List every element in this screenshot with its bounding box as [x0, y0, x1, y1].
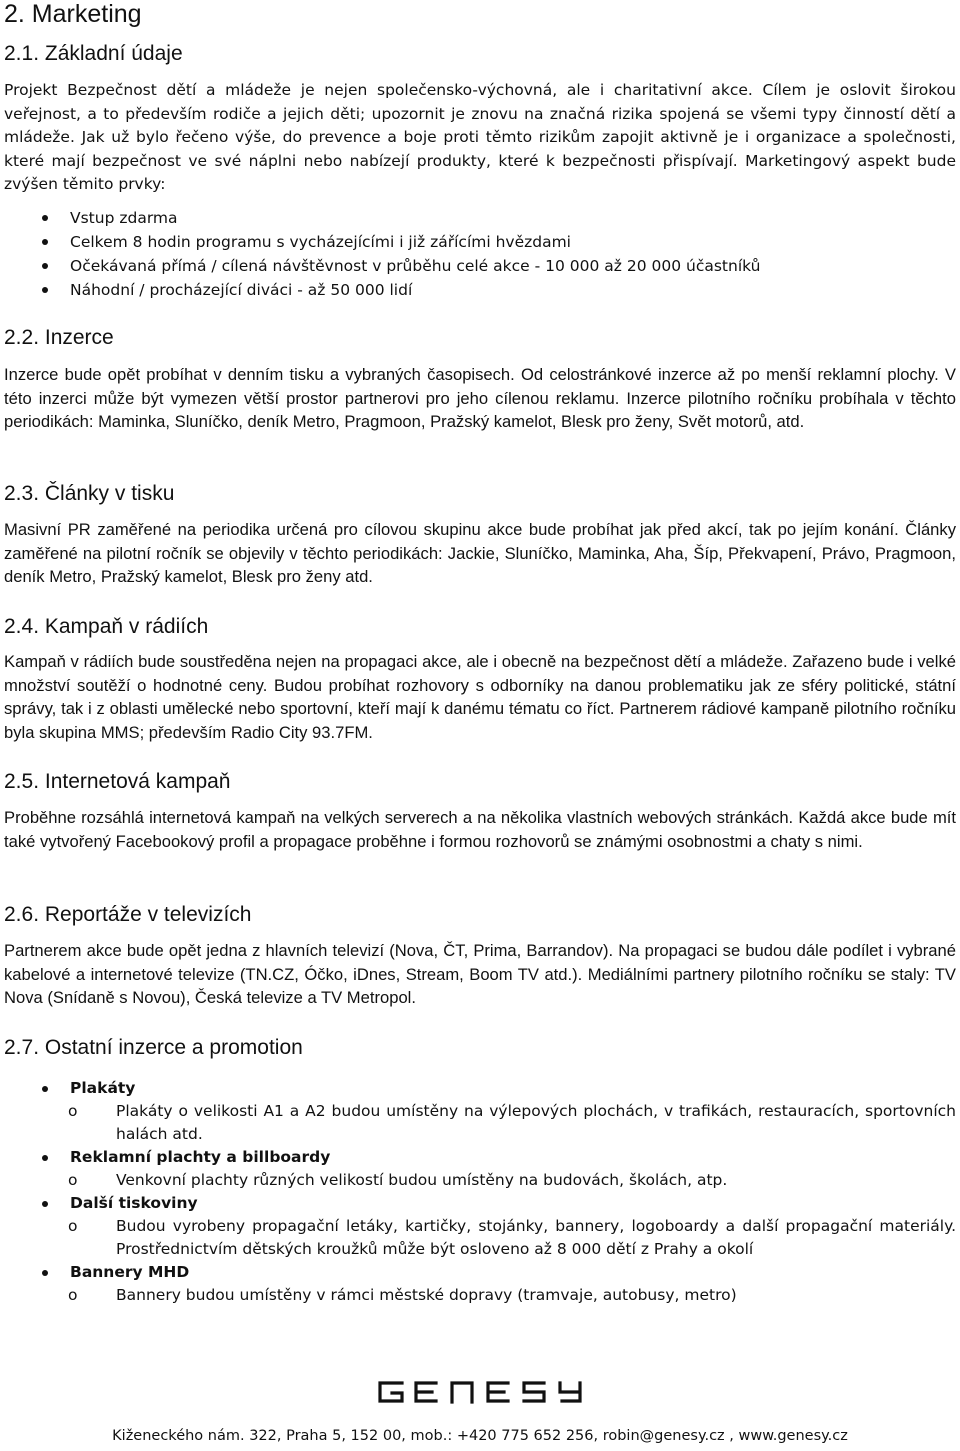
section-paragraph-radio: Kampaň v rádiích bude soustředěna nejen na propagaci akce, ale i obecně na bezpečnost dětí a mládeže. Zařazeno bude i velké množství soutěží o hodnotné ceny. Budou probíhat rozhovory s odborníky na danou problematiku jak ze sféry politické, státní správy, tak i z oblasti umělecké nebo sportovní, kteří mají k danému tématu co říct. Partnerem rádiové kampaně pilotního ročníku byla skupina MMS; především Radio City 93.7FM.: [4, 652, 956, 742]
footer-contact: Kiženeckého nám. 322, Praha 5, 152 00, mob.: +420 775 652 256, robin@genesy.cz , www.genesy.cz: [112, 1428, 848, 1444]
section-heading-television: 2.6. Reportáže v televizích: [4, 903, 252, 926]
promotion-category: Další tiskoviny: [4, 1192, 956, 1215]
promotion-detail: o Plakáty o velikosti A1 a A2 budou umístěny na výlepových plochách, v trafikách, restauracích, sportovních halách atd.: [4, 1100, 956, 1146]
genesy-logo: [376, 1380, 592, 1404]
promotion-list: [4, 1077, 956, 1307]
basics-bullet-list: [4, 206, 956, 302]
promotion-detail: o Budou vyrobeny propagační letáky, kartičky, stojánky, bannery, logoboardy a další propagační materiály. Prostřednictvím dětských kroužků může být osloveno až 8 000 dětí z Prahy a okolí: [4, 1215, 956, 1261]
promotion-category: Bannery MHD: [4, 1261, 956, 1284]
promotion-detail: o Bannery budou umístěny v rámci městské dopravy (tramvaje, autobusy, metro): [4, 1284, 956, 1307]
list-item: Vstup zdarma: [4, 206, 956, 230]
section-heading-press-articles: 2.3. Články v tisku: [4, 482, 175, 505]
section-heading-other-promotion: 2.7. Ostatní inzerce a promotion: [4, 1036, 303, 1059]
section-heading-basics: 2.1. Základní údaje: [4, 42, 183, 65]
list-item: Náhodní / procházející diváci - až 50 000 lidí: [4, 278, 956, 302]
section-paragraph-press-articles: Masivní PR zaměřené na periodika určená pro cílovou skupinu akce bude probíhat jak před akcí, tak po jejím konání. Články zaměřené na pilotní ročník se objevily v těchto periodikách: Jackie, Sluníčko, Maminka, Aha, Šíp, Překvapení, Právo, Pragmoon, deník Metro, Pražský kamelot, Blesk pro ženy atd.: [4, 520, 956, 586]
promotion-category: Plakáty: [4, 1077, 956, 1100]
section-paragraph-television: Partnerem akce bude opět jedna z hlavních televizí (Nova, ČT, Prima, Barrandov). Na propagaci se budou dále podílet i vybrané kabelové a internetové televize (TN.CZ, Óčko, iDnes, Stream, Boom TV atd.). Mediálními partnery pilotního ročníku se staly: TV Nova (Snídaně s Novou), Česká televize a TV Metropol.: [4, 941, 956, 1007]
promotion-detail: o Venkovní plachty různých velikostí budou umístěny na budovách, školách, atp.: [4, 1169, 956, 1192]
promotion-category: Reklamní plachty a billboardy: [4, 1146, 956, 1169]
section-heading-advertising: 2.2. Inzerce: [4, 326, 114, 349]
list-item: Očekávaná přímá / cílená návštěvnost v průběhu celé akce - 10 000 až 20 000 účastníků: [4, 254, 956, 278]
section-paragraph-advertising: Inzerce bude opět probíhat v denním tisku a vybraných časopisech. Od celostránkové inzerce až po menší reklamní plochy. V této inzerci může být vymezen větší prostor partnerovi pro jeho cílenou reklamu. Inzerce pilotního ročníku probíhala v těchto periodikách: Maminka, Sluníčko, deník Metro, Pragmoon, Pražský kamelot, Blesk pro ženy, Svět motorů, atd.: [4, 365, 956, 431]
page-title: 2. Marketing: [4, 0, 142, 28]
section-paragraph-basics: Projekt Bezpečnost dětí a mládeže je nejen společensko-výchovná, ale i charitativní akce. Cílem je oslovit širokou veřejnost, a to především rodiče a jejich děti; upozornit je znovu na značná rizika spojená se všemi typy činností dětí a mládeže. Jak už bylo řečeno výše, do prevence a boje proti těmto rizikům zapojit aktivně je i organizace a společnosti, které mají bezpečnost ve své náplni nebo nabízejí produkty, které k bezpečnosti přispívají. Marketingový aspekt bude zvýšen těmito prvky:: [4, 81, 956, 193]
section-heading-radio: 2.4. Kampaň v rádiích: [4, 615, 209, 638]
section-heading-internet: 2.5. Internetová kampaň: [4, 770, 231, 793]
list-item: Celkem 8 hodin programu s vycházejícími i již zářícími hvězdami: [4, 230, 956, 254]
section-paragraph-internet: Proběhne rozsáhlá internetová kampaň na velkých serverech a na několika vlastních webových stránkách. Každá akce bude mít také vytvořený Facebookový profil a propagace proběhne i formou rozhovorů se známými osobnostmi a chaty s nimi.: [4, 808, 956, 851]
